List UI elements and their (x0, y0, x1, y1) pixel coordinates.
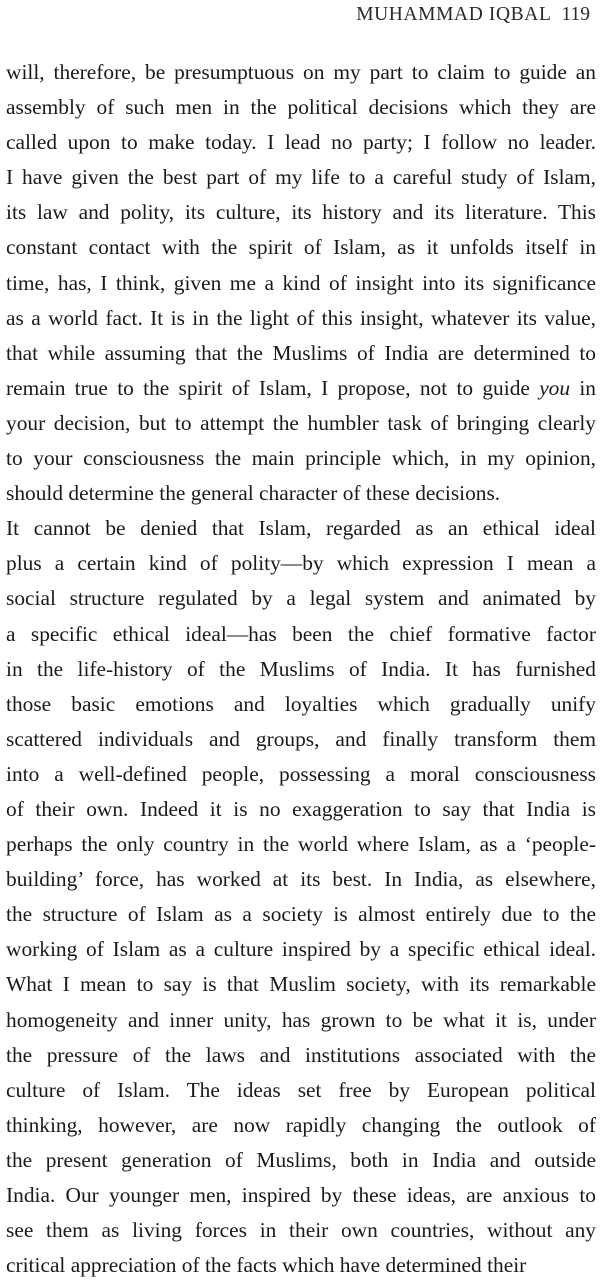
text-line: to your consciousness the main principle which, in my opinion, (6, 446, 596, 471)
text-line: plus a certain kind of polity—by which expression I mean a (6, 551, 596, 576)
text-line: a specific ethical ideal—has been the chief formative factor (6, 621, 596, 646)
paragraph (6, 511, 596, 1283)
running-title: MUHAMMAD IQBAL (356, 4, 552, 25)
page-number: 119 (561, 4, 590, 25)
text-line: assembly of such men in the political decisions which they are (6, 95, 596, 120)
text-line: the present generation of Muslims, both in India and outside (6, 1147, 596, 1172)
text-line: perhaps the only country in the world where Islam, as a ‘people- (6, 832, 596, 857)
text-line: working of Islam as a culture inspired by a specific ethical ideal. (6, 937, 596, 962)
text-line: India. Our younger men, inspired by these ideas, are anxious to (6, 1183, 596, 1207)
text-line: will, therefore, be presumptuous on my part to claim to guide an (6, 60, 596, 84)
text-line: the pressure of the laws and institutions associated with the (6, 1042, 596, 1067)
text-line: homogeneity and inner unity, has grown to be what it is, under (6, 1007, 596, 1032)
paragraph (6, 55, 596, 511)
text-line: in the life-history of the Muslims of India. It has furnished (6, 656, 596, 681)
text-line: that while assuming that the Muslims of India are determined to (6, 340, 596, 365)
text-line: I have given the best part of my life to a careful study of Islam, (6, 165, 596, 190)
body-text (6, 55, 596, 1283)
text-line: those basic emotions and loyalties which gradually unify (6, 691, 596, 716)
text-line: building’ force, has worked at its best. In India, as elsewhere, (6, 867, 596, 892)
running-header (356, 4, 590, 26)
text-line: thinking, however, are now rapidly changing the outlook of (6, 1112, 596, 1137)
text-line: of their own. Indeed it is no exaggeration to say that India is (6, 796, 596, 821)
text-line: It cannot be denied that Islam, regarded as an ethical ideal (6, 516, 596, 541)
text-line: time, has, I think, given me a kind of insight into its significance (6, 270, 596, 295)
text-line: culture of Islam. The ideas set free by European political (6, 1077, 596, 1102)
text-line: your decision, but to attempt the humbler task of bringing clearly (6, 410, 596, 435)
text-line: critical appreciation of the facts which have determined their (6, 1253, 527, 1278)
text-line: What I mean to say is that Muslim society, with its remarkable (6, 972, 596, 997)
text-line: should determine the general character of these decisions. (6, 481, 501, 506)
text-line: the structure of Islam as a society is almost entirely due to the (6, 902, 596, 927)
text-line: see them as living forces in their own countries, without any (6, 1218, 596, 1243)
text-line: its law and polity, its culture, its history and its literature. This (6, 200, 596, 225)
emphasis: you (539, 375, 571, 400)
text-line: into a well-defined people, possessing a moral consciousness (6, 761, 596, 786)
text-line: social structure regulated by a legal system and animated by (6, 586, 596, 611)
text-line: remain true to the spirit of Islam, I propose, not to guide you in (6, 375, 597, 400)
text-line: called upon to make today. I lead no party; I follow no leader. (6, 130, 596, 155)
text-line: scattered individuals and groups, and finally transform them (6, 726, 596, 751)
text-line: as a world fact. It is in the light of this insight, whatever its value, (6, 305, 596, 330)
text-line: constant contact with the spirit of Islam, as it unfolds itself in (6, 235, 596, 260)
